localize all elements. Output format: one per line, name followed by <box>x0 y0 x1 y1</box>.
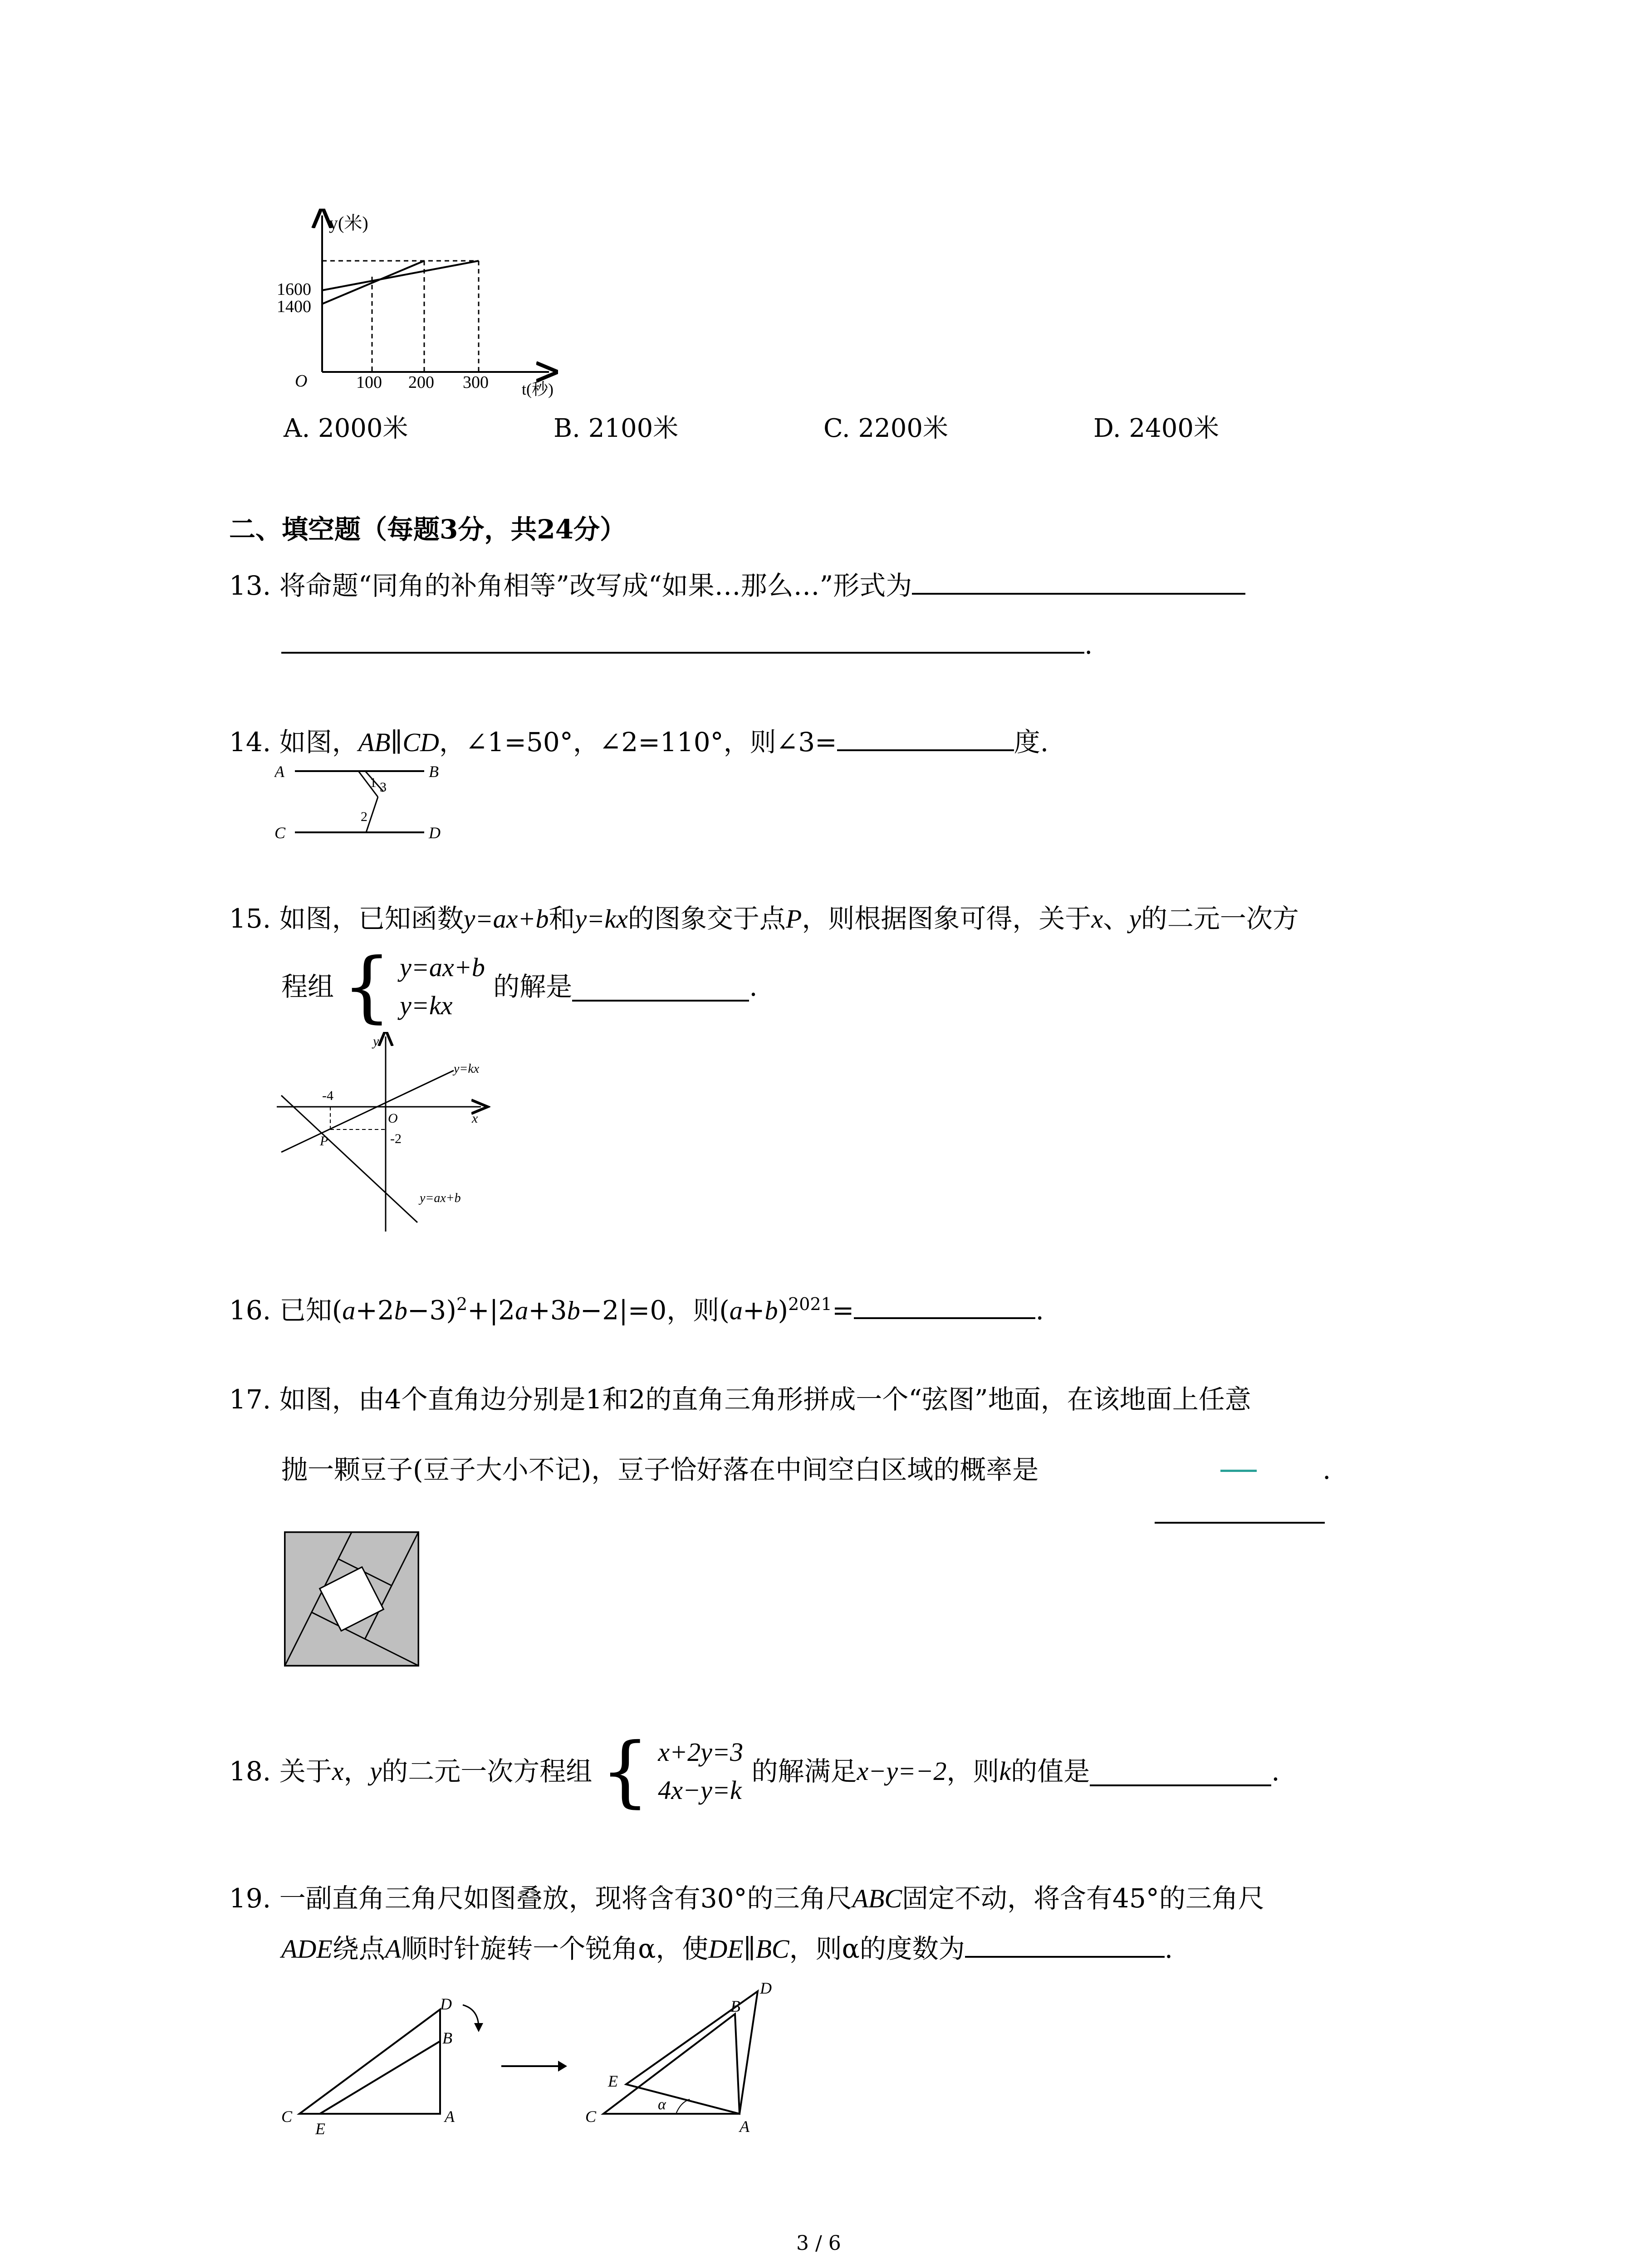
q19-figure-before <box>277 1978 490 2141</box>
origin-label: O <box>295 371 308 391</box>
svg-text:B: B <box>730 1997 740 2015</box>
transform-arrow <box>499 2057 567 2075</box>
q16-text: 16. 已知$(a+2b-3)^2+|2a+3b-2|=0$，则$(a+b)^{2021}=$ . <box>229 1286 1044 1329</box>
svg-text:2: 2 <box>361 809 367 824</box>
q16-blank <box>854 1289 1035 1319</box>
svg-text:E: E <box>315 2120 325 2138</box>
svg-text:x: x <box>472 1111 478 1126</box>
y-axis-label: y(米) <box>329 213 368 233</box>
q17-figure <box>284 1531 420 1667</box>
option-b: B. 2100米 <box>554 414 679 443</box>
q19-line2: ADE绕点A顺时针旋转一个锐角α，使DE∥BC，则α的度数为 . <box>281 1928 1173 1967</box>
svg-text:-4: -4 <box>322 1088 333 1103</box>
q15-blank <box>572 972 749 1002</box>
q14-figure <box>274 755 456 846</box>
q19-figure-after <box>585 1978 803 2141</box>
svg-text:D: D <box>760 1979 772 1997</box>
svg-text:y=kx: y=kx <box>454 1062 480 1076</box>
x-axis-label: t(秒) <box>522 380 554 398</box>
q17-fraction-dash <box>1220 1470 1257 1472</box>
q15-system: y=ax+b y=kx <box>400 953 485 1020</box>
y-tick-1600: 1600 <box>277 280 311 299</box>
q15-line1: 15. 如图，已知函数y=ax+b和y=kx的图象交于点P，则根据图象可得，关于x、y的二元一次方 <box>229 903 1299 934</box>
q18-text: 18. 关于x，y的二元一次方程组 { x+2y=3 4x−y=k 的解满足x−y=−2，则k的值是 . <box>229 1726 1280 1816</box>
svg-text:α: α <box>658 2096 666 2113</box>
svg-text:A: A <box>740 2117 749 2136</box>
svg-text:y=ax+b: y=ax+b <box>420 1191 461 1205</box>
q15-graph <box>272 1032 508 1241</box>
option-a: A. 2000米 <box>284 414 408 443</box>
q19-line1: 19. 一副直角三角尺如图叠放，现将含有30°的三角尺ABC固定不动，将含有45°的三角尺 <box>229 1883 1264 1914</box>
q17-end: . <box>1323 1454 1331 1485</box>
svg-text:C: C <box>274 824 286 842</box>
svg-text:A: A <box>274 763 284 781</box>
svg-text:B: B <box>442 2029 452 2047</box>
section-title: 二、填空题（每题3分，共24分） <box>229 514 627 545</box>
svg-text:D: D <box>440 1995 452 2013</box>
q13-blank-2 <box>281 624 1084 654</box>
line-1 <box>322 261 479 290</box>
q13-line2: . <box>281 624 1092 663</box>
svg-text:y: y <box>373 1034 379 1049</box>
q13-blank-1 <box>912 565 1245 595</box>
q14-blank <box>837 721 1014 751</box>
q13-num: 13. <box>229 570 271 601</box>
svg-text:C: C <box>585 2107 597 2126</box>
svg-text:1: 1 <box>370 775 377 790</box>
q14-text: 14. 如图，AB∥CD，∠1=50°，∠2=110°，则∠3= 度. <box>229 721 1048 761</box>
option-c: C. 2200米 <box>823 414 948 443</box>
svg-text:B: B <box>429 763 439 781</box>
line-2 <box>322 261 424 304</box>
option-d: D. 2400米 <box>1093 414 1220 443</box>
q13-line1: 13. 将命题“同角的补角相等”改写成“如果…那么…”形式为 <box>229 565 1245 604</box>
y-tick-1400: 1400 <box>277 297 311 316</box>
svg-text:E: E <box>608 2072 618 2090</box>
svg-text:D: D <box>429 824 441 842</box>
q17-line2: 抛一颗豆子(豆子大小不记)，豆子恰好落在中间空白区域的概率是 <box>281 1454 1039 1485</box>
q19-blank <box>965 1928 1165 1958</box>
svg-text:A: A <box>445 2107 455 2126</box>
x-tick-300: 300 <box>463 373 489 392</box>
x-tick-100: 100 <box>356 373 382 392</box>
q17-blank <box>1155 1522 1325 1524</box>
page-number: 3 / 6 <box>796 2232 841 2255</box>
svg-text:P: P <box>320 1134 328 1149</box>
svg-text:3: 3 <box>380 780 387 795</box>
q17-line1: 17. 如图，由4个直角边分别是1和2的直角三角形拼成一个“弦图”地面，在该地面上任意 <box>229 1384 1251 1415</box>
q12-graph <box>268 209 558 399</box>
svg-text:C: C <box>281 2107 293 2126</box>
x-tick-200: 200 <box>408 373 434 392</box>
svg-text:O: O <box>388 1111 398 1126</box>
svg-text:-2: -2 <box>390 1131 402 1146</box>
q15-line2: 程组 { y=ax+b y=kx 的解是 . <box>281 942 758 1031</box>
q18-blank <box>1090 1756 1271 1786</box>
q18-system: x+2y=3 4x−y=k <box>658 1737 744 1805</box>
